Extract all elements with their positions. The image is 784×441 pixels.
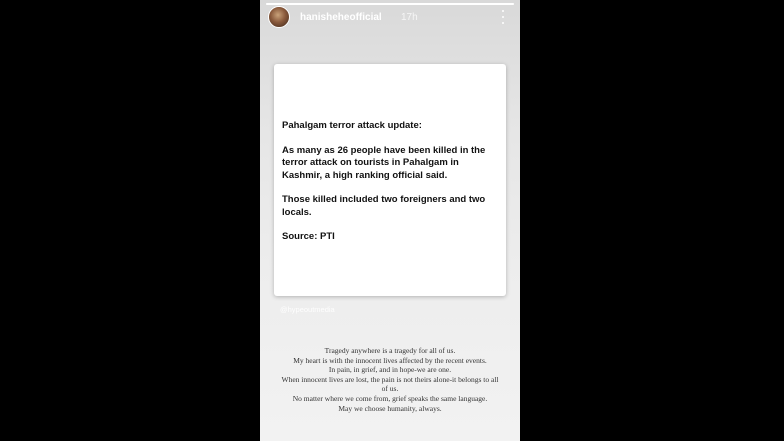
story-progress-bar (266, 3, 514, 5)
story-caption (260, 346, 520, 413)
caption-line: In pain, in grief, and in hope-we are one. (328, 365, 452, 375)
story-header (260, 6, 520, 32)
mention-tag[interactable]: @hypeoutmedia (280, 305, 335, 314)
shared-post-card[interactable] (274, 64, 506, 296)
post-source: Source: PTI (282, 231, 335, 242)
post-title: Pahalgam terror attack update: (282, 120, 422, 131)
story-viewer (260, 0, 520, 441)
post-paragraph: As many as 26 people have been killed in the terror attack on tourists in Pahalgam in Kashmir, a high ranking official said. (282, 144, 486, 181)
caption-line: No matter where we come from, grief speaks the same language. (292, 393, 488, 403)
caption-line: My heart is with the innocent lives affected by the recent events. (293, 355, 487, 365)
caption-line: Tragedy anywhere is a tragedy for all of us. (324, 346, 456, 355)
post-paragraph: Those killed included two foreigners and two locals. (282, 194, 486, 218)
avatar[interactable] (268, 6, 290, 28)
caption-line: of us. (381, 384, 399, 394)
more-options-icon[interactable] (500, 10, 506, 24)
caption-line: When innocent lives are lost, the pain is not theirs alone-it belongs to all (281, 374, 499, 384)
story-timestamp: 17h (401, 12, 418, 23)
caption-line: May we choose humanity, always. (338, 403, 442, 413)
username[interactable]: hanishehe​official (300, 12, 382, 23)
story-progress-fill (266, 3, 514, 5)
